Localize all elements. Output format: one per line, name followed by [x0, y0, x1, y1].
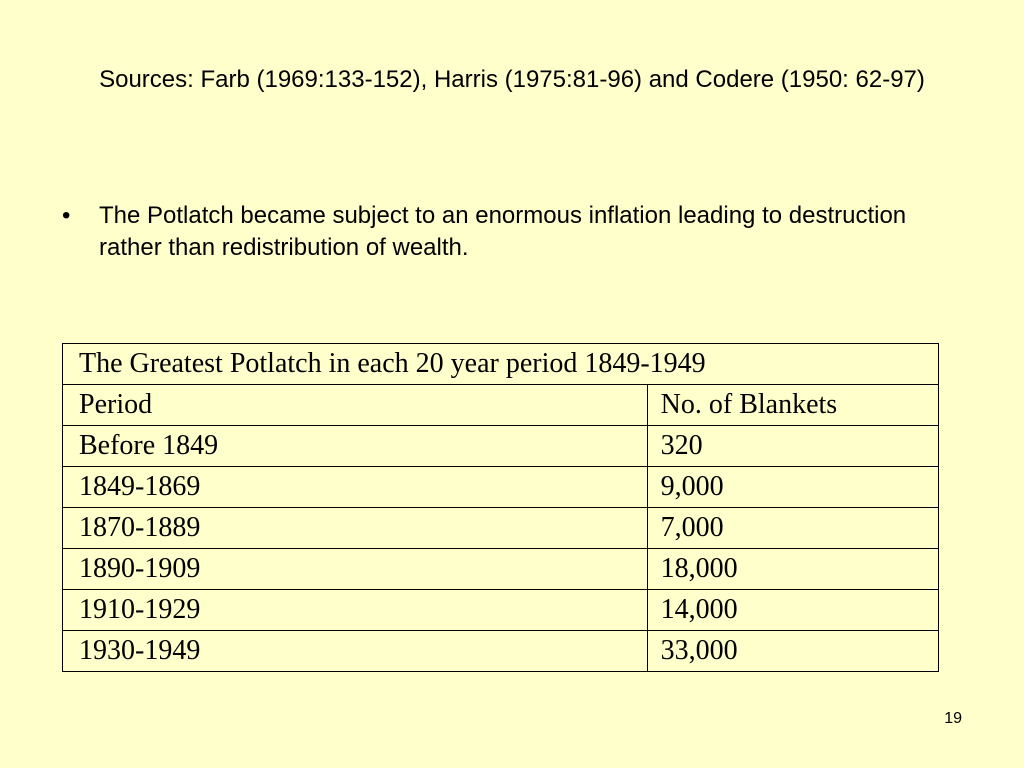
bullet-item [62, 200, 942, 264]
bullet-list [62, 200, 942, 264]
blankets-cell: 7,000 [647, 508, 938, 549]
page-number: 19 [944, 710, 962, 727]
table-row [63, 631, 939, 672]
table-row [63, 467, 939, 508]
potlatch-table [62, 343, 939, 672]
period-cell: 1849-1869 [63, 467, 648, 508]
blankets-cell: 14,000 [647, 590, 938, 631]
header-blankets: No. of Blankets [647, 385, 938, 426]
bullet-text: The Potlatch became subject to an enormous inflation leading to destruction rather than redistribution of wealth. [99, 202, 907, 261]
period-cell: 1930-1949 [63, 631, 648, 672]
period-cell: 1870-1889 [63, 508, 648, 549]
blankets-cell: 18,000 [647, 549, 938, 590]
table-header-row [63, 385, 939, 426]
period-cell: 1910-1929 [63, 590, 648, 631]
table-row [63, 590, 939, 631]
table-caption-row [63, 344, 939, 385]
header-period: Period [63, 385, 648, 426]
slide-title: Sources: Farb (1969:133-152), Harris (1975:81-96) and Codere (1950: 62-97) [99, 66, 925, 93]
table-row [63, 426, 939, 467]
table-row [63, 508, 939, 549]
blankets-cell: 320 [647, 426, 938, 467]
blankets-cell: 33,000 [647, 631, 938, 672]
blankets-cell: 9,000 [647, 467, 938, 508]
period-cell: Before 1849 [63, 426, 648, 467]
table-caption: The Greatest Potlatch in each 20 year period 1849-1949 [63, 344, 939, 385]
period-cell: 1890-1909 [63, 549, 648, 590]
table-row [63, 549, 939, 590]
bullet-dot-icon: • [62, 202, 71, 229]
